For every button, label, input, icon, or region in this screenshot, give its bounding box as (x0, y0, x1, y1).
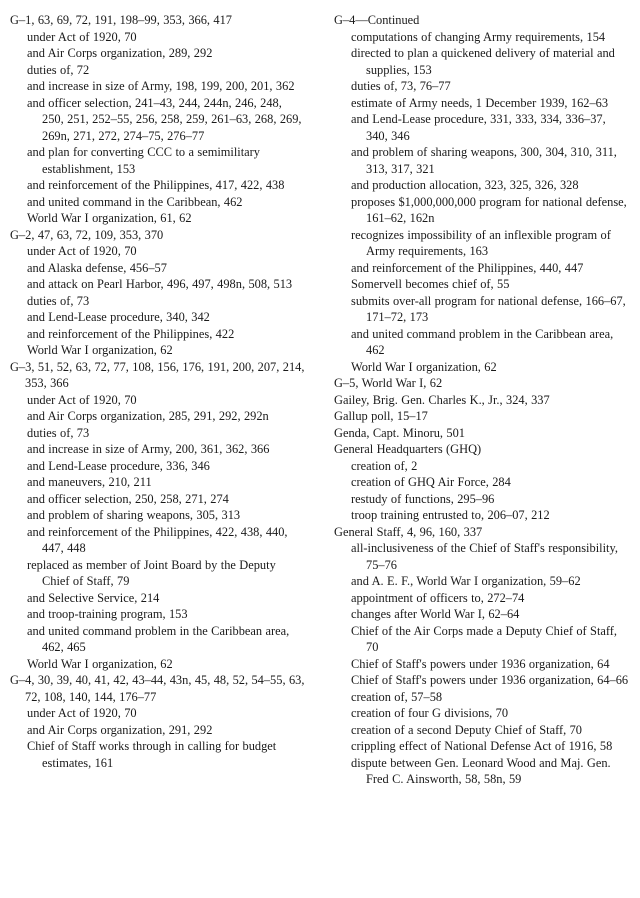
index-subentry: and Lend-Lease procedure, 331, 333, 334, 336–37, 340, 346 (351, 112, 606, 143)
index-subentry: duties of, 73 (27, 425, 90, 440)
index-main-entry: G–4, 30, 39, 40, 41, 42, 43–44, 43n, 45, 48, 52, 54–55, 63, 72, 108, 140, 144, 176–77 (10, 673, 305, 704)
index-subentry: under Act of 1920, 70 (27, 706, 137, 720)
index-subentry: and Air Corps organization, 291, 292 (27, 722, 213, 737)
index-subentry: and attack on Pearl Harbor, 496, 497, 498n, 508, 513 (27, 277, 293, 291)
index-main-entry: Genda, Capt. Minoru, 501 (334, 425, 465, 440)
index-subentry: and production allocation, 323, 325, 326, 328 (351, 178, 579, 192)
index-subentry: World War I organization, 61, 62 (27, 211, 192, 225)
index-subentry: computations of changing Army requirements, 154 (351, 29, 606, 44)
index-subentry: and united command in the Caribbean, 462 (27, 194, 243, 209)
index-subentry: troop training entrusted to, 206–07, 212 (351, 508, 550, 522)
index-subentry: creation of four G divisions, 70 (351, 706, 509, 720)
index-subentry: restudy of functions, 295–96 (351, 491, 495, 506)
index-main-entry: G–5, World War I, 62 (334, 376, 443, 390)
index-subentry: and Air Corps organization, 285, 291, 292, 292n (27, 409, 269, 423)
index-subentry: replaced as member of Joint Board by the Deputy Chief of Staff, 79 (27, 557, 276, 588)
index-subentry: Chief of Staff's powers under 1936 organization, 64–66 (351, 673, 629, 687)
index-subentry: and reinforcement of the Philippines, 440, 447 (351, 260, 584, 275)
index-column-right (334, 12, 630, 788)
index-subentry: and officer selection, 241–43, 244, 244n, 246, 248, 250, 251, 252–55, 256, 258, 259, 261–63, 268, 269, 269n, 271, 272, 274–75, 276–77 (27, 95, 302, 143)
index-subentry: and Selective Service, 214 (27, 590, 160, 605)
index-column-left (10, 12, 306, 771)
index-subentry: dispute between Gen. Leonard Wood and Maj. Gen. Fred C. Ainsworth, 58, 58n, 59 (351, 755, 611, 786)
index-subentry: and troop-training program, 153 (27, 607, 188, 621)
index-subentry: and maneuvers, 210, 211 (27, 475, 152, 489)
index-subentry: and reinforcement of the Philippines, 422 (27, 326, 235, 341)
index-subentry: creation of, 2 (351, 458, 418, 473)
index-subentry: under Act of 1920, 70 (27, 29, 137, 44)
index-subentry: changes after World War I, 62–64 (351, 607, 520, 621)
index-main-entry: Gailey, Brig. Gen. Charles K., Jr., 324, 337 (334, 392, 550, 407)
index-subentry: creation of GHQ Air Force, 284 (351, 475, 511, 489)
index-subentry: under Act of 1920, 70 (27, 392, 137, 407)
index-subentry: and reinforcement of the Philippines, 417, 422, 438 (27, 178, 285, 192)
index-subentry: appointment of officers to, 272–74 (351, 590, 525, 605)
index-subentry: creation of a second Deputy Chief of Staff, 70 (351, 722, 582, 737)
index-subentry: recognizes impossibility of an inflexible program of Army requirements, 163 (351, 227, 611, 258)
index-subentry: submits over-all program for national defense, 166–67, 171–72, 173 (351, 293, 626, 324)
index-subentry: crippling effect of National Defense Act of 1916, 58 (351, 739, 613, 753)
index-subentry: World War I organization, 62 (27, 656, 173, 671)
index-subentry: Chief of Staff's powers under 1936 organization, 64 (351, 656, 610, 671)
index-subentry: and Air Corps organization, 289, 292 (27, 46, 213, 60)
index-subentry: and increase in size of Army, 200, 361, 362, 366 (27, 442, 270, 456)
index-subentry: and plan for converting CCC to a semimilitary establishment, 153 (27, 145, 261, 176)
index-subentry: all-inclusiveness of the Chief of Staff's responsibility, 75–76 (351, 541, 618, 572)
index-subentry: and Alaska defense, 456–57 (27, 260, 167, 275)
index-subentry: World War I organization, 62 (27, 343, 173, 357)
index-subentry: proposes $1,000,000,000 program for national defense, 161–62, 162n (351, 194, 627, 225)
index-subentry: and A. E. F., World War I organization, 59–62 (351, 574, 581, 588)
index-subentry: and problem of sharing weapons, 305, 313 (27, 508, 241, 522)
index-subentry: and reinforcement of the Philippines, 422, 438, 440, 447, 448 (27, 524, 288, 555)
index-subentry: Chief of the Air Corps made a Deputy Chief of Staff, 70 (351, 623, 618, 654)
index-subentry: duties of, 72 (27, 62, 90, 77)
index-main-entry: G–1, 63, 69, 72, 191, 198–99, 353, 366, 417 (10, 13, 232, 27)
index-subentry: World War I organization, 62 (351, 359, 497, 374)
index-main-entry: G–2, 47, 63, 72, 109, 353, 370 (10, 227, 164, 242)
index-subentry: creation of, 57–58 (351, 689, 443, 704)
index-main-entry: General Staff, 4, 96, 160, 337 (334, 524, 483, 539)
index-subentry: Chief of Staff works through in calling for budget estimates, 161 (27, 739, 277, 770)
index-main-entry: G–4—Continued (334, 13, 420, 27)
index-main-entry: G–3, 51, 52, 63, 72, 77, 108, 156, 176, 191, 200, 207, 214, 353, 366 (10, 359, 305, 390)
index-subentry: directed to plan a quickened delivery of material and supplies, 153 (351, 46, 615, 77)
index-main-entry: Gallup poll, 15–17 (334, 409, 428, 423)
index-subentry: duties of, 73 (27, 293, 90, 308)
index-subentry: and united command problem in the Caribbean area, 462, 465 (27, 623, 290, 654)
index-subentry: under Act of 1920, 70 (27, 244, 137, 258)
index-subentry: and Lend-Lease procedure, 336, 346 (27, 458, 210, 473)
index-subentry: and united command problem in the Caribbean area, 462 (351, 326, 614, 357)
index-subentry: Somervell becomes chief of, 55 (351, 277, 510, 291)
index-subentry: duties of, 73, 76–77 (351, 79, 451, 93)
index-subentry: and increase in size of Army, 198, 199, 200, 201, 362 (27, 79, 295, 93)
index-subentry: and Lend-Lease procedure, 340, 342 (27, 310, 210, 324)
index-subentry: estimate of Army needs, 1 December 1939, 162–63 (351, 95, 609, 110)
index-main-entry: General Headquarters (GHQ) (334, 442, 482, 456)
index-subentry: and officer selection, 250, 258, 271, 274 (27, 491, 229, 506)
index-subentry: and problem of sharing weapons, 300, 304, 310, 311, 313, 317, 321 (351, 145, 617, 176)
